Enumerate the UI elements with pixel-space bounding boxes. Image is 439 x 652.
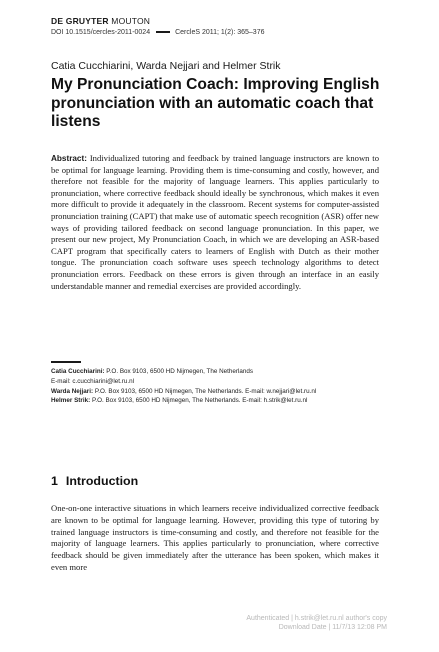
download-watermark: [246, 614, 387, 632]
meta-separator: [156, 31, 170, 33]
publisher-name-rest: MOUTON: [111, 16, 151, 26]
journal-reference: CercleS 2011; 1(2): 365–376: [175, 29, 265, 36]
affiliation-address: P.O. Box 9103, 6500 HD Nijmegen, The Netherlands. E-mail: w.nejjari@let.ru.nl: [93, 387, 317, 395]
publisher-name-bold: DE GRUYTER: [51, 16, 109, 26]
affiliation-line: [51, 367, 391, 377]
footnote-rule: [51, 361, 81, 363]
abstract-text: Individualized tutoring and feedback by trained language instructors are known to be optimal for language learning. Providing them is time-consuming and costly, however, and therefore not feasible for the majority of language learners. This applies particularly to pronunciation, where corrective feedback should ideally be synchronous, which makes it even more difficult to provide it adequately in the classroom. Recent systems for computer-assisted pronunciation training (CAPT) that make use of automatic speech recognition (ASR) offer new ways of providing tailored feedback on second language pronunciation. In this paper, we present our new project, My Pronunciation Coach, in which we are developing an ASR-based CAPT program that specifically caters to learners of English with Dutch as their mother tongue. The pronunciation coach software uses speech technology algorithms to detect pronunciation errors. Feedback on these errors is given through an interface in an easily understandable manner and remedial exercises are provided accordingly.: [51, 153, 379, 291]
watermark-line: Authenticated | h.strik@let.ru.nl author's copy: [246, 615, 387, 622]
section-body: One-on-one interactive situations in which learners receive individualized corrective feedback are known to be optimal for language learning. However, providing this type of tutoring by trained language instructors is time-consuming and costly, and therefore not feasible for the majority of language learners. This applies particularly to pronunciation, where corrective feedback should be given immediately after the utterance has been spoken, which makes it even more: [51, 503, 379, 572]
affiliation-address: P.O. Box 9103, 6500 HD Nijmegen, The Netherlands: [104, 368, 254, 375]
section-title: Introduction: [65, 474, 139, 488]
abstract-label: Abstract:: [51, 154, 87, 163]
section-heading: [51, 474, 138, 488]
publisher-logo: [51, 16, 150, 26]
affiliation-email: E-mail: c.cucchiarini@let.ru.nl: [51, 377, 135, 385]
author-list: Catia Cucchiarini, Warda Nejjari and Helmer Strik: [51, 60, 281, 72]
affiliation-author: Warda Nejjari:: [51, 387, 94, 395]
affiliation-line: [51, 387, 391, 397]
abstract: [51, 153, 379, 292]
watermark-line: Download Date | 11/7/13 12:08 PM: [278, 624, 387, 631]
affiliation-line: [51, 377, 391, 387]
affiliation-address: P.O. Box 9103, 6500 HD Nijmegen, The Netherlands. E-mail: h.strik@let.ru.nl: [90, 397, 308, 405]
doi-text: DOI 10.1515/cercles-2011-0024: [51, 29, 151, 36]
author-affiliations: [51, 367, 391, 406]
section-number: 1: [51, 474, 58, 488]
affiliation-author: Catia Cucchiarini:: [51, 368, 105, 375]
article-title: My Pronunciation Coach: Improving English pronunciation with an automatic coach that listens: [51, 76, 380, 130]
affiliation-line: [51, 396, 391, 406]
affiliation-author: Helmer Strik:: [51, 397, 91, 405]
article-meta: [51, 29, 264, 36]
